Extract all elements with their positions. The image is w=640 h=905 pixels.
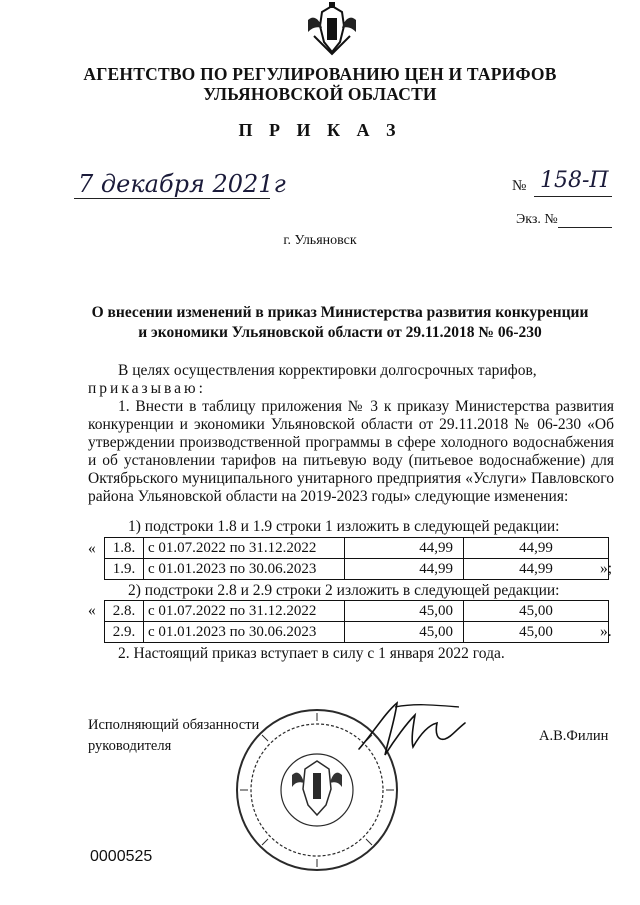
row-value-2: 44,99	[464, 559, 609, 580]
date-underline	[74, 198, 270, 199]
agency-name-line1: АГЕНТСТВО ПО РЕГУЛИРОВАНИЮ ЦЕН И ТАРИФОВ	[83, 64, 557, 84]
position-line1: Исполняющий обязанности	[88, 717, 260, 733]
row-code: 2.8.	[105, 601, 144, 622]
subject-line1: О внесении изменений в приказ Министерства развития конкуренции	[91, 304, 589, 321]
row-value-1: 45,00	[345, 601, 464, 622]
sub-item-2: 2) подстроки 2.8 и 2.9 строки 2 изложить в следующей редакции:	[128, 582, 560, 599]
table-row	[105, 538, 609, 559]
coat-of-arms-icon	[300, 2, 364, 60]
sub-item-1: 1) подстроки 1.8 и 1.9 строки 1 изложить в следующей редакции:	[128, 518, 560, 535]
intro-text: В целях осуществления корректировки долгосрочных тарифов,	[118, 362, 537, 379]
row-code: 2.9.	[105, 622, 144, 643]
agency-name-line2: УЛЬЯНОВСКОЙ ОБЛАСТИ	[203, 84, 437, 104]
city: г. Ульяновск	[283, 233, 357, 248]
document-code: 0000525	[90, 848, 153, 865]
document-type: П Р И К А З	[238, 120, 402, 140]
row-value-1: 45,00	[345, 622, 464, 643]
order-number: 158-П	[540, 168, 609, 193]
position-line2: руководителя	[88, 738, 172, 754]
row-period: с 01.01.2023 по 30.06.2023	[144, 559, 345, 580]
open-quote-1: «	[88, 540, 96, 557]
item-2	[88, 645, 614, 663]
row-period: с 01.07.2022 по 31.12.2022	[144, 538, 345, 559]
item-2-text: 2. Настоящий приказ вступает в силу с 1 января 2022 года.	[118, 645, 505, 662]
close-quote-2: ».	[600, 623, 612, 640]
close-quote-1: »;	[600, 560, 613, 577]
tariff-table-1	[104, 537, 609, 580]
row-value-2: 45,00	[464, 601, 609, 622]
copy-label: Экз. №	[516, 212, 558, 227]
number-underline	[534, 196, 612, 197]
table-row	[105, 622, 609, 643]
item-1	[88, 398, 614, 506]
row-code: 1.8.	[105, 538, 144, 559]
row-value-1: 44,99	[345, 559, 464, 580]
order-word: приказываю:	[88, 380, 206, 397]
intro-paragraph	[88, 362, 614, 380]
open-quote-2: «	[88, 602, 96, 619]
signatory-name: А.В.Филин	[539, 728, 609, 744]
table-row	[105, 559, 609, 580]
row-value-2: 44,99	[464, 538, 609, 559]
order-date: 7 декабря 2021г	[78, 170, 286, 198]
tariff-table-2	[104, 600, 609, 643]
row-period: с 01.07.2022 по 31.12.2022	[144, 601, 345, 622]
row-value-2: 45,00	[464, 622, 609, 643]
number-label: №	[512, 178, 527, 194]
copy-underline	[558, 227, 612, 228]
item-1-text: 1. Внести в таблицу приложения № 3 к приказу Министерства развития конкуренции и экономики Ульяновской области от 29.11.2018 № 06-230 «Об утверждении производственной программы в сфере холодного водоснабжения и об установлении тарифов на питьевую воду (питьевое водоснабжение) для Октябрьского муниципального унитарного предприятия «Услуги» Павловского района Ульяновской области на 2019-2023 годы» следующие изменения:	[88, 398, 614, 505]
row-value-1: 44,99	[345, 538, 464, 559]
table-row	[105, 601, 609, 622]
row-code: 1.9.	[105, 559, 144, 580]
document-subject	[60, 303, 620, 343]
handwritten-signature-icon	[355, 693, 475, 763]
subject-line2: и экономики Ульяновской области от 29.11.2018 № 06-230	[138, 324, 542, 341]
row-period: с 01.01.2023 по 30.06.2023	[144, 622, 345, 643]
